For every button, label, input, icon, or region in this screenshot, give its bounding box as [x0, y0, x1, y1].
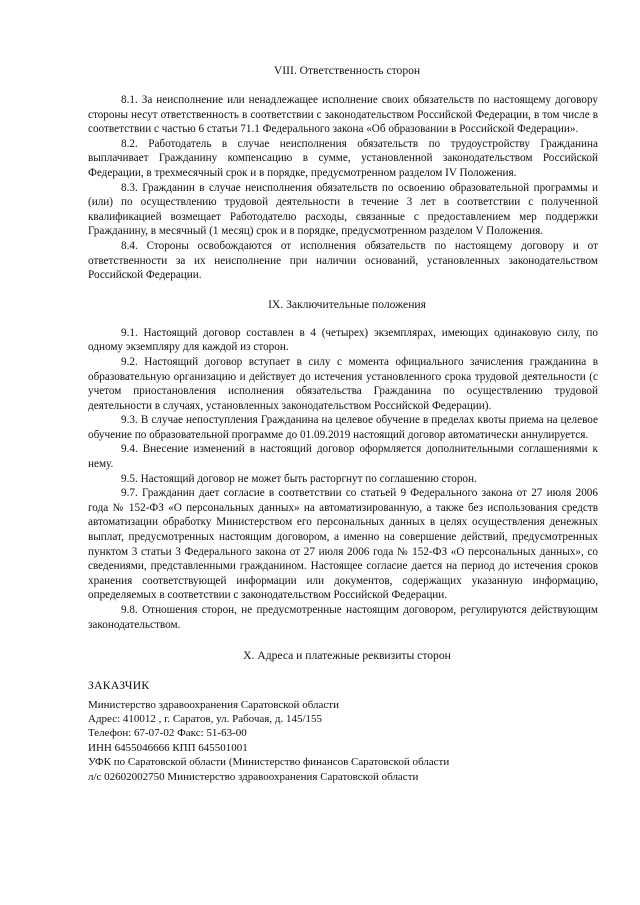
customer-phone-fax: Телефон: 67-07-02 Факс: 51-63-00 — [88, 727, 247, 740]
paragraph-9-7: 9.7. Гражданин дает согласие в соответствии со статьей 9 Федерального закона от 27 июля 2006 года № 152-ФЗ «О персональных данных» на автоматизированную, а также без использования средств автоматизации обработку Министерством его персональных данных в целях осуществления денежных выплат, предусмотренных настоящим договором, а именно на совершение действий, предусмотренных пунктом 3 статьи 3 Федерального закона от 27 июля 2006 года № 152-ФЗ «О персональных данных», со сведениями, представленными гражданином. Настоящее согласие дается на период до истечения сроков хранения соответствующей информации или документов, содержащих указанную информацию, определяемых в соответствии с законодательством Российской Федерации. — [88, 487, 598, 602]
section-9-title: IX. Заключительные положения — [268, 297, 426, 311]
paragraph-9-1: 9.1. Настоящий договор составлен в 4 (четырех) экземплярах, имеющих одинаковую силу, по одному экземпляру для каждой из сторон. — [88, 326, 598, 354]
paragraph-9-8: 9.8. Отношения сторон, не предусмотренные настоящим договором, регулируются действующим законодательством. — [88, 604, 598, 631]
customer-inn-kpp: ИНН 6455046666 КПП 645501001 — [88, 741, 248, 754]
section-8-title: VIII. Ответственность сторон — [273, 64, 421, 77]
paragraph-9-2: 9.2. Настоящий договор вступает в силу с момента официального зачисления гражданина в образовательную организацию и действует до истечения установленного срока трудовой деятельности (с учетом приостановления исполнения обязательства Гражданина по осуществлению трудовой деятельности в случаях, установленных законодательством Российской Федерации). — [88, 355, 598, 412]
customer-address: Адрес: 410012 , г. Саратов, ул. Рабочая, д. 145/155 — [88, 713, 323, 725]
paragraph-8-1: 8.1. За неисполнение или ненадлежащее исполнение своих обязательств по настоящему договору стороны несут ответственность в соответствии с законодательством Российской Федерации, в том числе в соответствии с частью 6 статьи 71.1 Федерального закона «Об образовании в Российской Федерации». — [88, 94, 598, 136]
section-10-title: X. Адреса и платежные реквизиты сторон — [243, 649, 451, 663]
paragraph-8-3: 8.3. Гражданин в случае неисполнения обязательств по освоению образовательной программы и (или) по осуществлению трудовой деятельности в течение 3 лет в соответствии с полученной квалификацией возмещает Работодателю расходы, связанные с предоставлением мер поддержки Гражданину, в месячный (1 месяц) срок и в порядке, предусмотренном разделом V Положения. — [88, 181, 598, 238]
customer-title: ЗАКАЗЧИК — [88, 679, 150, 693]
customer-account: л/с 02602002750 Министерство здравоохранения Саратовской области — [88, 770, 419, 783]
paragraph-8-2: 8.2. Работодатель в случае неисполнения обязательств по трудоустройству Гражданина выплачивает Гражданину компенсацию в сумме, установленной законодательством Российской Федерации, в трехмесячный срок и в порядке, предусмотренном разделом IV Положения. — [88, 137, 598, 179]
customer-treasury: УФК по Саратовской области (Министерство финансов Саратовской области — [88, 756, 450, 769]
paragraph-9-4: 9.4. Внесение изменений в настоящий договор оформляется дополнительными соглашениями к нему. — [88, 443, 598, 471]
paragraph-8-4: 8.4. Стороны освобождаются от исполнения обязательств по настоящему договору и от ответственности за их неисполнение при наличии оснований, установленных законодательством Российской Федерации. — [88, 239, 598, 282]
paragraph-9-3: 9.3. В случае непоступления Гражданина на целевое обучение в пределах квоты приема на целевое обучение по образовательной программе до 01.09.2019 настоящий договор автоматически аннулируется. — [88, 414, 598, 441]
customer-details — [88, 679, 598, 784]
paragraph-9-5: 9.5. Настоящий договор не может быть расторгнут по соглашению сторон. — [121, 472, 477, 485]
customer-name: Министерство здравоохранения Саратовской области — [88, 698, 339, 711]
